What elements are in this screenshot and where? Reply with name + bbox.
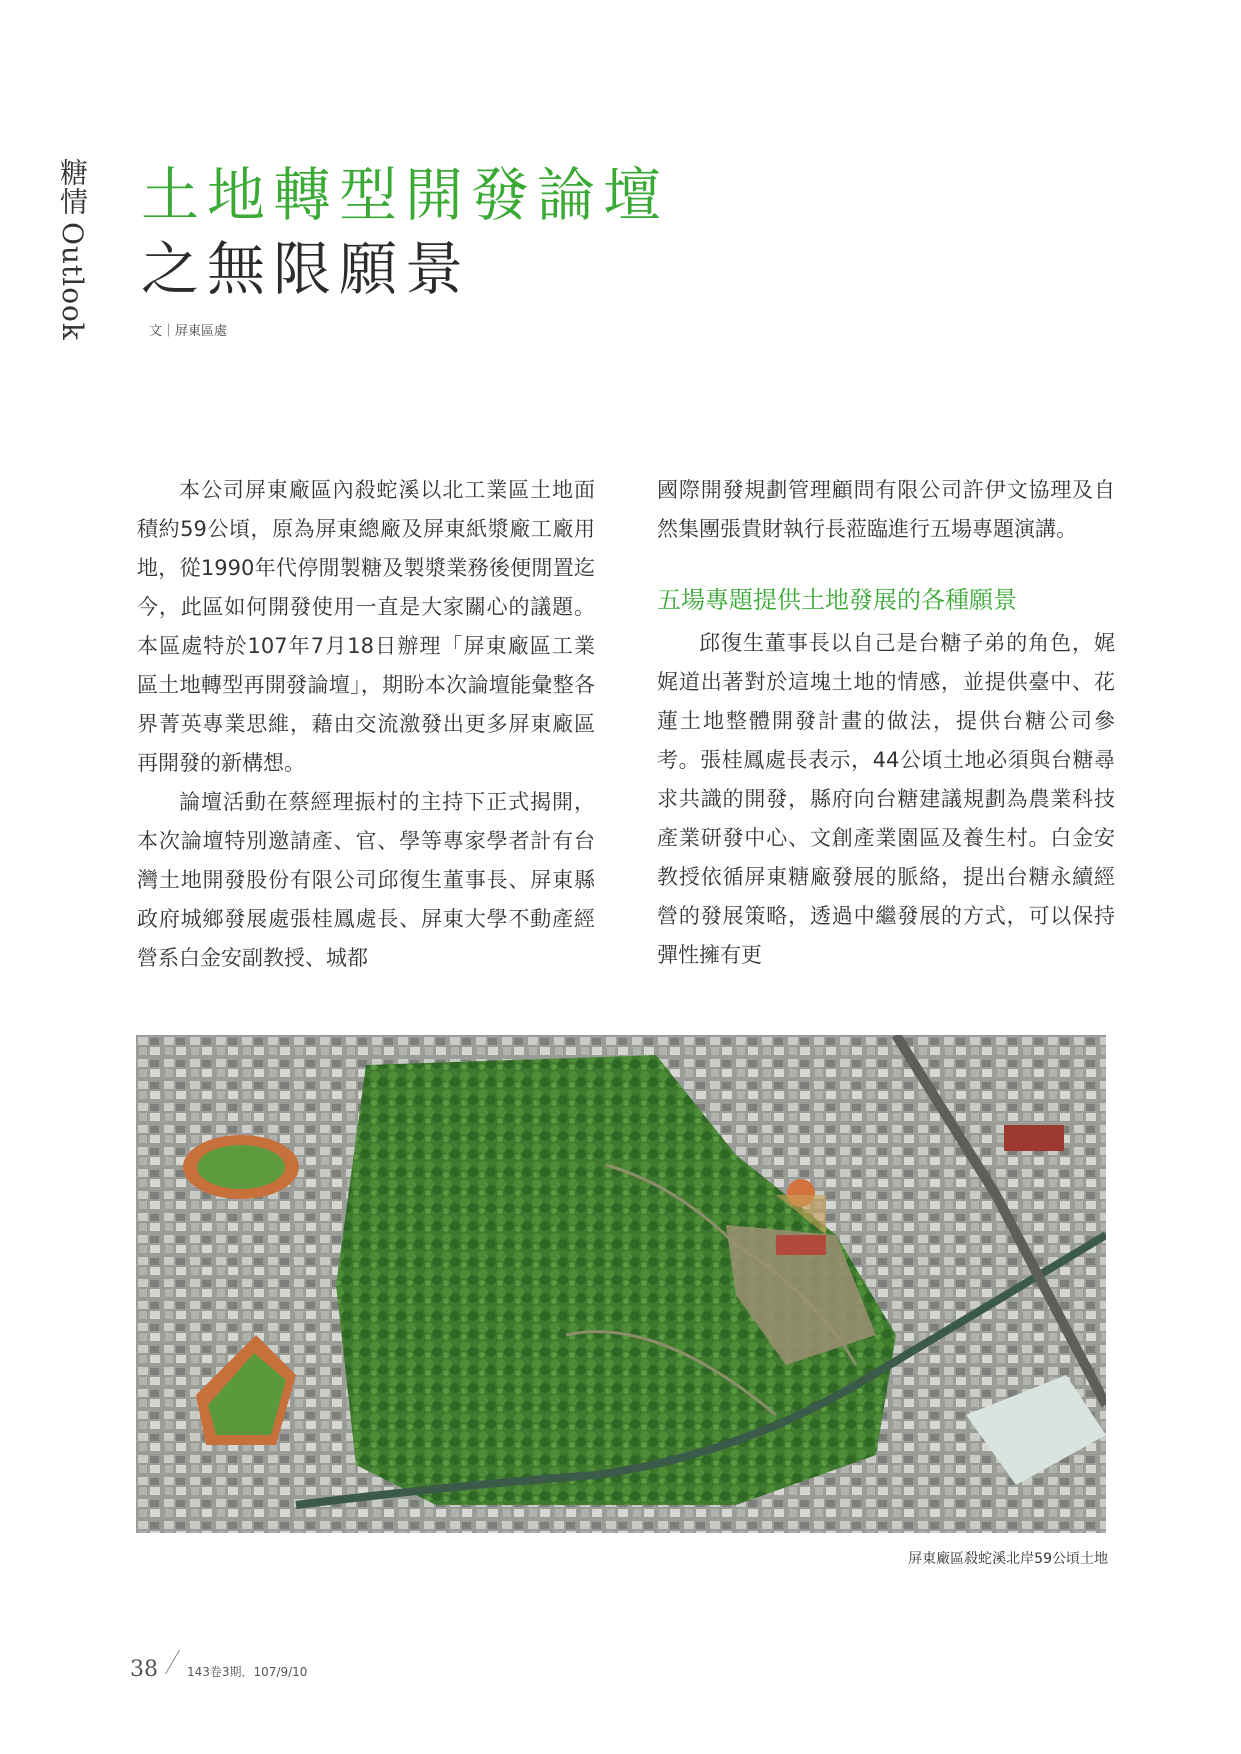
body-paragraph: 邱復生董事長以自己是台糖子弟的角色，娓娓道出著對於這塊土地的情感，並提供臺中、花蓮土地整體開發計畫的做法，提供台糖公司參考。張桂鳳處長表示，44公頃土地必須與台糖尋求共識的開發，縣府向台糖建議規劃為農業科技產業研發中心、文創產業園區及養生村。白金安教授依循屏東糖廠發展的脈絡，提出台糖永續經營的發展策略，透過中繼發展的方式，可以保持彈性擁有更	[657, 631, 1115, 967]
article-title-line2: 之無限願景	[141, 235, 472, 303]
section-label-cjk: 糖情	[56, 158, 89, 216]
footer-divider	[165, 1650, 180, 1675]
page-number: 38	[130, 1657, 158, 1682]
section-label-en: Outlook	[56, 222, 89, 341]
figure-caption: 屏東廠區殺蛇溪北岸59公頃土地	[908, 1551, 1108, 1567]
aerial-photo	[136, 1035, 1106, 1533]
body-paragraph: 論壇活動在蔡經理振村的主持下正式揭開，本次論壇特別邀請產、官、學等專家學者計有台灣土地開發股份有限公司邱復生董事長、屏東縣政府城鄉發展處張桂鳳處長、屏東大學不動產經營系白金安副教授、城都	[137, 790, 595, 970]
body-paragraph-continued: 國際開發規劃管理顧問有限公司許伊文協理及自然集團張貴財執行長蒞臨進行五場專題演講。	[657, 478, 1115, 541]
issue-info: 143卷3期．107/9/10	[187, 1665, 308, 1679]
article-title-line1: 土地轉型開發論壇	[141, 161, 670, 229]
page-footer	[130, 1648, 307, 1682]
body-column-right	[657, 471, 1115, 975]
byline: 文｜屏東區處	[149, 324, 228, 339]
body-column-left	[137, 471, 595, 978]
aerial-photo-graphic	[136, 1035, 1106, 1533]
section-label	[52, 158, 92, 341]
body-paragraph: 本公司屏東廠區內殺蛇溪以北工業區土地面積約59公頃，原為屏東總廠及屏東紙漿廠工廠用地，從1990年代停閒製糖及製漿業務後便閒置迄今，此區如何開發使用一直是大家關心的議題。本區處特於107年7月18日辦理「屏東廠區工業區土地轉型再開發論壇」，期盼本次論壇能彙整各界菁英專業思維，藉由交流激發出更多屏東廠區再開發的新構想。	[137, 478, 595, 775]
section-subheading: 五場專題提供土地發展的各種願景	[657, 586, 1017, 614]
